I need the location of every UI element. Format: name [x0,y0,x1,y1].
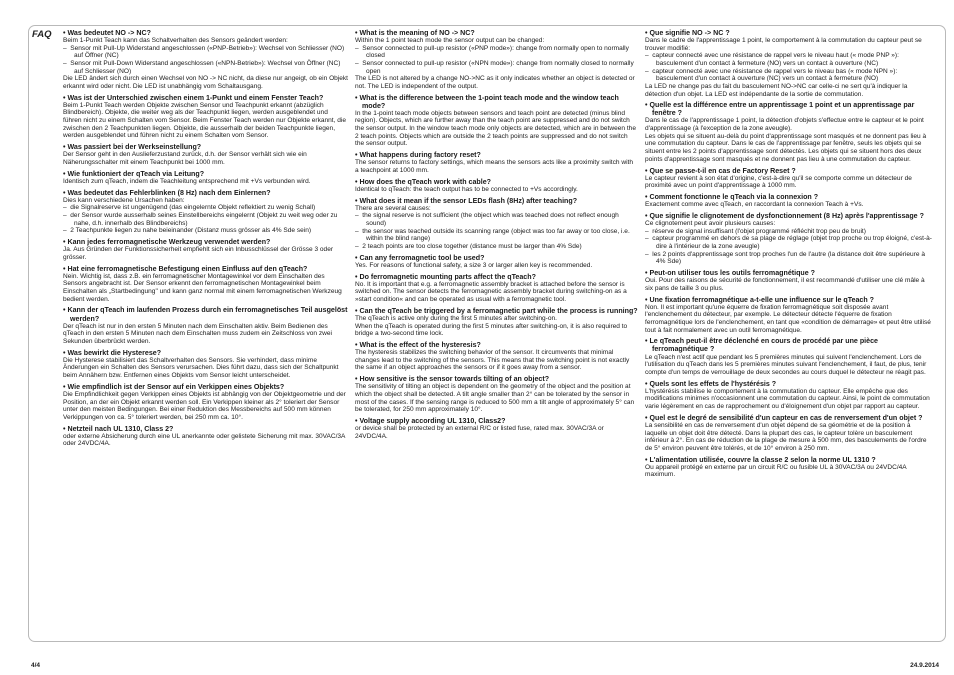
faq-item [63,383,348,422]
faq-answer-list [63,204,348,235]
faq-item [355,178,638,194]
faq-answer: Exactement comme avec qTeach, en raccordant la connexion Teach à +Vs. [645,201,864,209]
faq-item [645,212,933,266]
faq-question: • What is the effect of the hysteresis? [355,341,638,349]
faq-answer: The qTeach is active only during the first 5 minutes after switching-on. [355,314,557,322]
faq-question: • What is the difference between the 1-point teach mode and the window teach mode? [355,94,638,110]
faq-answer: Oui. Pour des raisons de sécurité de fonctionnement, il est recommandé d'utiliser une clé mâle à six pans de taille 3 ou plus. [645,277,925,292]
faq-question: • How does the qTeach work with cable? [355,178,638,186]
faq-item [63,238,348,261]
faq-item [645,456,933,479]
faq-question: • What happens during factory reset? [355,151,638,159]
faq-item [63,94,348,140]
faq-question: • How sensitive is the sensor towards tilting of an object? [355,375,638,383]
faq-answer: Ce clignotement peut avoir plusieurs causes: [645,220,776,227]
faq-item [355,417,638,440]
faq-list-item: – réserve de signal insuffisant (l'objet programmé réfléchit trop peu de bruit) [645,228,933,236]
faq-item [63,143,348,166]
faq-question: • Kann jedes ferromagnetische Werkzeug verwendet werden? [63,238,348,246]
faq-answer: The sensitivity of tilting an object is dependent on the geometry of the object and the position at which the object shall be detected. A tilt angle smaller than 2° can be tolerated by the sensor in most of the cases. If the sensing range is reduced to 500 mm a tilt angle of approximately 5° can be tolerated, for 250 mm approximately 10°. [355,383,635,414]
faq-answer: Die LED ändert sich durch einen Wechsel von NO -> NC nicht, da diese nur angeigt, ob ein Objekt erkannt wird oder nicht. Die LED ist unabhängig vom Schaltausgang. [63,75,349,90]
faq-question: • Que se passe-t-il en cas de Factory Reset ? [645,167,933,175]
faq-list-item: – capteur connecté avec une résistance de rappel vers le niveau haut (« mode PNP »): basculement d'un contact à fermeture (NO) vers un contact à ouverture (NC) [645,52,933,67]
faq-answer: L'hystérésis stabilise le comportement à la commutation du capteur. Elle empêche que des modifications minimes n'occasionnent une commutation du capteur. Ainsi, le point de commutation varie légèrement en cas de rapprochement ou d'éloignement d'un objet par rapport au capteur. [645,387,930,410]
faq-label: FAQ [32,29,52,40]
faq-answer: When the qTeach is operated during the first 5 minutes after switching-on, it is also required to bridge a two-second time lock. [355,322,628,338]
faq-item [355,307,638,338]
faq-answer: La LED ne change pas du fait du basculement NO->NC car celle-ci ne sert qu'à indiquer la détection d'un objet. La LED est indépendante de la sortie de commutation. [645,82,908,98]
faq-question: • What does it mean if the sensor LEDs flash (8Hz) after teaching? [355,197,638,205]
faq-answer: Die Empfindlichkeit gegen Verkippen eines Objekts ist abhängig von der Objektgeometrie und der Position, an der ein Objekt erkannt werden soll. Ein Verkippen kleiner als 2° toleriert der Sensor unter den meisten Bedingungen. Bei einer Reduktion des Messbereichs auf 500 mm können Verkippungen von ca. 5° toleriert werden, bei 250 mm ca. 10°. [63,390,346,421]
faq-answer: Beim 1-Punkt Teach kann das Schaltverhalten des Sensors geändert werden: [63,37,288,45]
faq-list-item: – capteur programmé en dehors de sa plage de réglage (objet trop proche ou trop éloigné, c'est-à-dire à l'intérieur de la zone aveugle) [645,235,933,250]
faq-answer: Within the 1 point teach mode the sensor output can be changed: [355,37,545,45]
faq-list-item: – der Sensor wurde ausserhalb seines Einstellbereichs eingelernt (Objekt zu weit weg oder zu nahe, d.h. innerhalb des Blindbereichs) [63,212,348,227]
faq-answer: Identical to qTeach: the teach output has to be connected to +Vs accordingly. [355,185,578,193]
faq-question: • Une fixation ferromagnétique a-t-elle une influence sur le qTeach ? [645,296,933,304]
faq-question: • Was passiert bei der Werkseinstellung? [63,143,348,151]
faq-answer: or device shall be protected by an external R/C or listed fuse, rated max. 30VAC/3A or 24VDC/4A. [355,425,604,440]
faq-answer: Nein. Wichtig ist, dass z.B. ein ferromagnetischer Montagewinkel vor dem Einschalten des Sensors angebracht ist. Der Sensor erkennt den ferromagnetischen Montagewinkel beim Einschalten als „Startbedingung" und kann ganz normal mit einem ferromagnetischen Werkzeug bedient werden. [63,272,342,303]
faq-question: • Quels sont les effets de l'hystérésis ? [645,380,933,388]
faq-question: • Was ist der Unterschied zwischen einem 1-Punkt und einem Fenster Teach? [63,94,348,102]
faq-question: • Le qTeach peut-il être déclenché en cours de procédé par une pièce ferromagnétique ? [645,337,933,353]
faq-item [355,341,638,372]
document-date: 24.9.2014 [910,662,939,669]
faq-answer: The sensor returns to factory settings, which means the sensors acts like a proximity switch with a teachpoint at 1000 mm. [355,159,633,174]
faq-answer: Ou appareil protégé en externe par un circuit R/C ou fusible UL à 30VAC/3A ou 24VDC/4A maximum. [645,463,907,479]
page-number: 4/4 [31,662,41,669]
faq-list-item: – 2 Teachpunkte liegen zu nahe beieinander (Distanz muss grösser als 4% Sde sein) [63,227,348,235]
faq-item [645,101,933,163]
faq-answer: Le capteur revient à son état d'origine, c'est-à-dire qu'il se comporte comme un détecteur de proximité avec un point d'apprentissage à 1000 mm. [645,174,912,190]
faq-item [645,296,933,335]
faq-question: • Que signifie le clignotement de dysfonctionnement (8 Hz) après l'apprentissage ? [645,212,933,220]
faq-column-french [645,29,933,482]
faq-item [645,380,933,411]
faq-item [355,273,638,304]
faq-answer: There are several causes: [355,204,431,212]
faq-answer: Die Hysterese stabilisiert das Schaltverhalten des Sensors. Sie verhindert, dass minime Änderungen ein Schalten des Sensors verursachen. Dies führt dazu, dass sich der Schaltpunkt beim Annähern bzw. Entfernen eines Objekts vom Sensor leicht unterscheidet. [63,356,339,379]
faq-question: • Do ferromagnetic mounting parts affect the qTeach? [355,273,638,281]
faq-list-item: – 2 teach points are too close together (distance must be larger than 4% Sde) [355,243,638,251]
faq-item [63,29,348,91]
faq-question: • Can the qTeach be triggered by a ferromagnetic part while the process is running? [355,307,638,315]
faq-item [355,375,638,414]
faq-question: • Wie funktioniert der qTeach via Leitung? [63,170,348,178]
faq-question: • Hat eine ferromagnetische Befestigung einen Einfluss auf den qTeach? [63,265,348,273]
faq-question: • Comment fonctionne le qTeach via la connexion ? [645,193,933,201]
faq-question: • Was bewirkt die Hysterese? [63,349,348,357]
faq-answer-list [645,228,933,266]
faq-column-english [355,29,638,444]
faq-item [355,94,638,148]
faq-item [355,29,638,91]
faq-list-item: – les 2 points d'apprentissage sont trop proches l'un de l'autre (la distance doit être supérieure à 4% Sde) [645,251,933,266]
faq-answer: oder externe Absicherung durch eine UL anerkannte oder gelistete Sicherung mit max. 30VAC/3A oder 24VDC/4A. [63,432,346,448]
faq-question: • Netzteil nach UL 1310, Class 2? [63,425,348,433]
faq-list-item: – Sensor mit Pull-Up Widerstand angeschlossen («PNP-Betrieb»): Wechsel von Schliesser (NO) auf Öffner (NC) [63,45,348,60]
faq-question: • Quel est le degré de sensibilité d'un capteur en cas de renversement d'un objet ? [645,414,933,422]
faq-item [63,425,348,448]
faq-question: • Que signifie NO -> NC ? [645,29,933,37]
faq-answer: Der qTeach ist nur in den ersten 5 Minuten nach dem Einschalten aktiv. Beim Bedienen des qTeach in den ersten 5 Minuten nach dem Einschalten muss zudem ein Zeitschloss von zwei Sekunden überbrückt werden. [63,322,332,345]
faq-answer: Identisch zum qTeach, indem die Teachleitung entsprechend mit +Vs verbunden wird. [63,177,311,185]
faq-answer-list [355,45,638,76]
faq-answer: Ja. Aus Gründen der Funktionssicherheit empfiehlt sich ein Inbusschlüssel der Grösse 3 oder grösser. [63,246,334,261]
faq-item [645,29,933,98]
faq-answer-list [355,212,638,250]
faq-answer: Der Sensor geht in den Auslieferzustand zurück, d.h. der Sensor verhält sich wie ein Näherungsschalter mit einem Teachpunkt bei 1000 mm. [63,151,307,166]
faq-answer: Yes. For reasons of functional safety, a size 3 or larger allen key is recommended. [355,261,593,269]
faq-question: • Can any ferromagnetic tool be used? [355,254,638,262]
faq-question: • Wie empfindlich ist der Sensor auf ein Verkippen eines Objekts? [63,383,348,391]
faq-list-item: – capteur connecté avec une résistance de rappel vers le niveau bas (« mode NPN »): basculement d'un contact à ouverture (NC) vers un contact à fermeture (NO) [645,68,933,83]
faq-item [63,189,348,235]
faq-item [645,337,933,376]
faq-item [63,265,348,304]
faq-answer-list [63,45,348,76]
faq-answer: La sensibilité en cas de renversement d'un objet dépend de sa géométrie et de la position à laquelle un objet doit être détecté. Dans la plupart des cas, le capteur tolère un basculement inférieur à 2°. En cas de réduction de la plage de mesure à 500 mm, des basculements de l'ordre de 5° environ peuvent être tolérés, et de 10° environ à 250 mm. [645,421,927,452]
faq-list-item: – the signal reserve is not sufficient (the object which was teached does not reflect enough sound) [355,212,638,227]
faq-item [645,193,933,209]
faq-list-item: – Sensor connected to pull-up resistor («NPN mode»): change from normally closed to normally open [355,60,638,75]
faq-item [645,269,933,292]
faq-answer: The hysteresis stabilizes the switching behavior of the sensor. It circumvents that minimal changes lead to the switching of the sensors. This means that the switching point is not exactly the same if an object approaches the sensors or if it goes away from a sensor. [355,349,630,372]
faq-column-german [63,29,348,451]
faq-item [355,197,638,251]
faq-answer: Non. Il est important qu'une équerre de fixation ferromagnétique soit disposée avant l'enclenchement du détecteur, par exemple. Le détecteur détecte l'équerre de fixation ferromagnétique lors de l'enclenchement, en tant que «condition de démarrage» et peut être utilisé tout à fait normalement avec un outil ferromagnétique. [645,303,931,334]
faq-item [355,151,638,174]
faq-question: • Peut-on utiliser tous les outils ferromagnétique ? [645,269,933,277]
faq-list-item: – the sensor was teached outside its scanning range (object was too far away or too close, i.e. within the blind range) [355,228,638,243]
faq-answer: Dans le cas de l'apprentissage 1 point, la détection d'objets s'effectue entre le capteur et le point d'apprentissage (à l'exception de la zone aveugle). [645,117,924,133]
faq-item [645,414,933,453]
faq-question: • Voltage supply according UL 1310, Class2? [355,417,638,425]
faq-answer: The LED is not altered by a change NO->NC as it only indicates whether an object is detected or not. The LED is independent of the output. [355,75,635,90]
faq-answer-list [645,52,933,83]
faq-item [63,306,348,345]
faq-answer: Le qTeach n'est actif que pendant les 5 premières minutes qui suivent l'enclenchement. Lors de l'utilisation du qTeach dans les 5 premières minutes suivant l'enclenchement, il faut, de plus, tenir compte d'un temps de verrouillage de deux secondes au cours duquel le détecteur ne réagit pas. [645,353,927,376]
faq-answer: Dies kann verschiedene Ursachen haben: [63,196,185,204]
faq-list-item: – die Signalreserve ist ungenügend (das eingelernte Objekt reflektiert zu wenig Schall) [63,204,348,212]
faq-question: • Quelle est la différence entre un apprentissage 1 point et un apprentissage par fenêtre ? [645,101,933,117]
faq-list-item: – Sensor connected to pull-up resistor («PNP mode»): change from normally open to normally closed [355,45,638,60]
faq-answer: In the 1-point teach mode objects between sensors and teach point are detected (minus blind region). Objects, which are further away than the teach point are suppressed and do not switch the sensor output. In the window teach mode only objects are detected, which are in between the 2 teach points. Objects which are outside the 2 teach points are suppressed and do not switch the sensor output. [355,109,636,148]
faq-item [63,349,348,380]
faq-question: • L'alimentation utilisée, couvre la classe 2 selon la norme UL 1310 ? [645,456,933,464]
faq-answer: Dans le cadre de l'apprentissage 1 point, le comportement à la commutation du capteur peut se trouver modifié: [645,37,922,52]
faq-item [63,170,348,186]
faq-answer: Beim 1-Punkt Teach werden Objekte zwischen Sensor und Teachpunkt erkannt (abzüglich Blindbereich). Objekte, die weiter weg als der Teachpunkt liegen, werden ausgeblendet und führen nicht zu einem Schalten vom Sensor. Beim Fenster Teach werden nur Objekte erkannt, die zwischen den 2 Teachpunkten liegen. Objekte, die ausserhalb der beiden Teachpunkte liegen, werden ausgeblendet und führen nicht zu einem Schalten vom Sensor. [63,101,347,140]
faq-item [355,254,638,270]
faq-item [645,167,933,190]
faq-question: • Kann der qTeach im laufenden Prozess durch ein ferromagnetisches Teil ausgelöst werden? [63,306,348,322]
faq-answer: Les objets qui se situent au-delà du point d'apprentissage sont masqués et ne donnent pas lieu à une commutation du capteur. Dans le cas de l'apprentissage par fenêtre, seuls les objets qui se situent entre les 2 points d'apprentissage sont détectés. Les objets qui se situent hors des deux points d'apprentissage sont masqués et ne donnent pas lieu à une commutation du capteur. [645,132,927,163]
faq-question: • What is the meaning of NO -> NC? [355,29,638,37]
faq-answer: No. It is important that e.g. a ferromagnetic assembly bracket is attached before the sensor is switched on. The sensor detects the ferromagnetic assembly bracket during switching-on as a »start condition« and can be operated as usual with a ferromagnetic tool. [355,280,627,303]
faq-question: • Was bedeutet das Fehlerblinken (8 Hz) nach dem Einlernen? [63,189,348,197]
faq-question: • Was bedeutet NO -> NC? [63,29,348,37]
faq-list-item: – Sensor mit Pull-Down Widerstand angeschlossen («NPN-Betrieb»): Wechsel von Öffner (NC) auf Schliesser (NO) [63,60,348,75]
